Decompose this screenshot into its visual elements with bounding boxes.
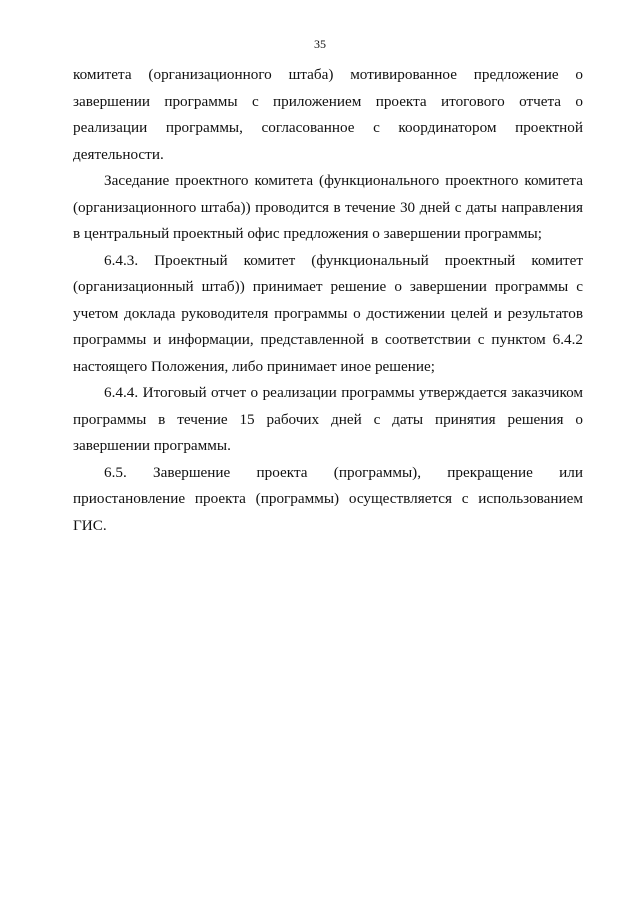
paragraph-committee-meeting: Заседание проектного комитета (функционального проектного комитета (организационного штаба)) проводится в течение 30 дней с даты направления в центральный проектный офис предложения о завершении программы; [73,172,583,242]
paragraph-6-4-3: 6.4.3. Проектный комитет (функциональный проектный комитет (организационный штаб)) принимает решение о завершении программы с учетом доклада руководителя программы о достижении целей и результатов программы и информации, представленной в соответствии с пунктом 6.4.2 настоящего Положения, либо принимает иное решение; [73,251,583,375]
paragraph-6-4-4: 6.4.4. Итоговый отчет о реализации программы утверждается заказчиком программы в течение 15 рабочих дней с даты принятия решения о завершении программы. [73,384,583,454]
document-body [73,62,583,539]
paragraph-continuation: комитета (организационного штаба) мотивированное предложение о завершении программы с приложением проекта итогового отчета о реализации программы, согласованное с координатором проектной деятельности. [73,66,583,163]
page-number: 35 [314,37,326,51]
paragraph-6-5: 6.5. Завершение проекта (программы), прекращение или приостановление проекта (программы) осуществляется с использованием ГИС. [73,463,583,534]
